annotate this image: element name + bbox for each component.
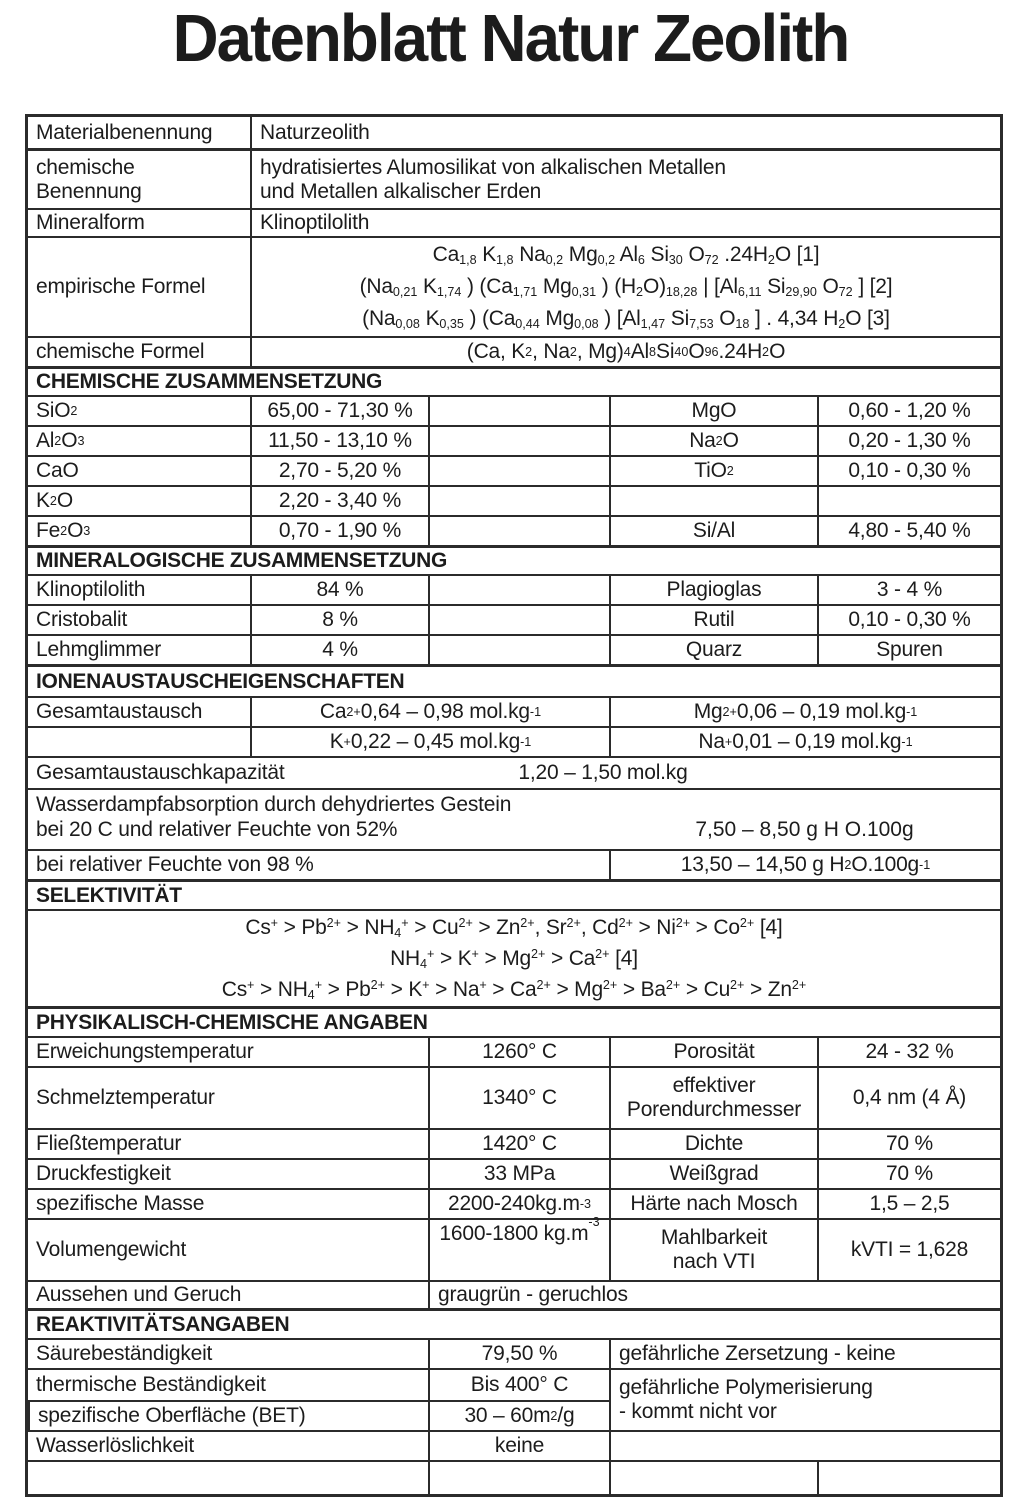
row-vapor-98	[28, 849, 1000, 879]
grindability-label-line2: nach VTI	[672, 1250, 756, 1273]
mineral-label: Plagioglas	[609, 576, 817, 604]
compound-label	[609, 487, 817, 515]
row-al2o3	[28, 425, 1000, 455]
row-selectivity-series	[28, 909, 1000, 1006]
mineral-value: 8 %	[250, 606, 428, 634]
mineral-label: Cristobalit	[36, 608, 128, 631]
row-flow-temp	[28, 1128, 1000, 1158]
compound-label: Si/Al	[609, 517, 817, 545]
row-specific-mass	[28, 1188, 1000, 1218]
section-header-reactivity	[28, 1308, 1000, 1338]
property-value: 1600-1800 kg.m -3	[428, 1220, 609, 1280]
decomposition-note: gefährliche Zersetzung - keine	[609, 1340, 1000, 1368]
compound-label: MgO	[609, 397, 817, 425]
compound-label: SiO 2	[36, 399, 78, 422]
section-header-physical	[28, 1006, 1000, 1036]
acid-resistance-value: 79,50 %	[428, 1340, 609, 1368]
empty-cell	[428, 636, 609, 664]
compound-label: K 2 O	[36, 489, 73, 512]
empty-cell	[28, 1462, 428, 1494]
chemical-formula-label: chemische Formel	[36, 340, 205, 363]
water-solubility-label: Wasserlöslichkeit	[36, 1434, 195, 1457]
empty-cell	[428, 487, 609, 515]
property-value: kVTI = 1,628	[817, 1220, 1000, 1280]
empirical-formula-line1: $Ca_{1,8}$ $K_{1,8}$ $Na_{0,2}$ $Mg_{0,2}$ $Al_6$ $Si_{30}$ $O_{72}$ $.24H_2O$ [1]	[432, 243, 820, 268]
chemical-name-value-line1: hydratisiertes Alumosilikat von alkalischen Metallen	[260, 155, 726, 179]
ca-exchange-value: Ca 2+ 0,64 – 0,98 mol.kg -1	[250, 698, 609, 726]
property-label: Härte nach Mosch	[609, 1190, 817, 1218]
compound-label: TiO 2	[609, 457, 817, 485]
row-softening-temp	[28, 1036, 1000, 1066]
property-value: 1420° C	[428, 1130, 609, 1158]
row-appearance	[28, 1280, 1000, 1308]
chemical-name-value-line2: und Metallen alkalischer Erden	[260, 179, 542, 203]
property-label: Dichte	[609, 1130, 817, 1158]
compound-label: Na 2 O	[609, 427, 817, 455]
row-chemical-name	[28, 148, 1000, 208]
material-value: Naturzeolith	[250, 117, 1000, 148]
na-exchange-value: Na + 0,01 – 0,19 mol.kg -1	[609, 728, 1000, 756]
thermal-stability-value: Bis 400° C	[428, 1370, 609, 1400]
empty-cell	[428, 517, 609, 545]
datasheet-table	[25, 114, 1003, 1497]
grindability-label-line1: Mahlbarkeit	[660, 1226, 768, 1249]
property-label: Fließtemperatur	[36, 1132, 182, 1155]
compound-value	[817, 487, 1000, 515]
mg-exchange-value: Mg 2+ 0,06 – 0,19 mol.kg -1	[609, 698, 1000, 726]
row-cao	[28, 455, 1000, 485]
row-sio2	[28, 395, 1000, 425]
row-chemical-formula	[28, 336, 1000, 366]
row-volume-weight	[28, 1215, 1000, 1280]
mineral-value: 0,10 - 0,30 %	[817, 606, 1000, 634]
material-label: Materialbenennung	[36, 120, 213, 144]
empty-cell	[28, 728, 250, 756]
empirical-formula-label: empirische Formel	[36, 275, 206, 298]
exchange-capacity-value: 1,20 – 1,50 mol.kg	[518, 761, 688, 784]
chemical-name-value	[250, 151, 1000, 208]
property-label: Weißgrad	[609, 1160, 817, 1188]
empty-cell	[818, 758, 1000, 788]
mineral-form-value: Klinoptilolith	[250, 210, 1000, 236]
property-value: 1340° C	[428, 1068, 609, 1128]
property-label	[609, 1068, 817, 1128]
row-acid-resistance	[28, 1338, 1000, 1368]
ion-exchange-header-text: IONENAUSTAUSCHEIGENSCHAFTEN	[36, 669, 405, 693]
empirical-formula-value	[250, 238, 1000, 336]
thermal-stability-label: thermische Beständigkeit	[36, 1373, 266, 1396]
row-k-na-exchange	[28, 726, 1000, 756]
row-klinoptilolith	[28, 574, 1000, 604]
compound-value: 4,80 - 5,40 %	[817, 517, 1000, 545]
row-mineral-form	[28, 208, 1000, 236]
mineral-label: Quarz	[609, 636, 817, 664]
pore-diameter-label-line2: Porendurchmesser	[626, 1098, 802, 1121]
mineral-value: 4 %	[250, 636, 428, 664]
property-label: Porosität	[609, 1038, 817, 1066]
compound-value: 65,00 - 71,30 %	[250, 397, 428, 425]
row-lehmglimmer	[28, 634, 1000, 664]
vapor-absorption-title: Wasserdampfabsorption durch dehydriertes Gestein	[36, 793, 512, 816]
vapor-98-label: bei relativer Feuchte von 98 %	[36, 853, 314, 876]
empty-cell	[428, 1462, 609, 1494]
water-solubility-value: keine	[428, 1432, 609, 1460]
empty-cell	[428, 576, 609, 604]
property-value: 1,5 – 2,5	[817, 1190, 1000, 1218]
vapor-98-value: 13,50 – 14,50 g H 2 O.100g -1	[609, 851, 1000, 879]
mineralogical-header-text: MINERALOGISCHE ZUSAMMENSETZUNG	[36, 549, 448, 572]
selectivity-line2: $NH_4^+ > K^+ > Mg^{2+} > Ca^{2+}$ [4]	[390, 947, 638, 972]
property-value: 70 %	[817, 1160, 1000, 1188]
selectivity-line1: $Cs^+ > Pb^{2+} > NH_4^+ > Cu^{2+} > Zn^{2+}$, $Sr^{2+}$, $Cd^{2+} > Ni^{2+} > Co^{2+}$ [4]	[245, 916, 783, 941]
mineral-label: Lehmglimmer	[36, 638, 161, 661]
selectivity-series	[28, 911, 1000, 1006]
row-melting-temp	[28, 1066, 1000, 1128]
vapor-52-value: 7,50 – 8,50 g H O.100g	[695, 818, 914, 841]
vapor-52-label: bei 20 C und relativer Feuchte von 52%	[36, 818, 398, 841]
section-header-selectivity	[28, 879, 1000, 909]
empty-cell	[428, 606, 609, 634]
property-label: Volumengewicht	[36, 1238, 187, 1261]
vapor-absorption-52	[28, 817, 1000, 843]
compound-label: Al 2 O 3	[36, 429, 85, 452]
compound-value: 0,60 - 1,20 %	[817, 397, 1000, 425]
physical-header-text: PHYSIKALISCH-CHEMISCHE ANGABEN	[36, 1010, 428, 1034]
specific-surface-label: spezifische Oberfläche (BET)	[28, 1400, 428, 1430]
section-header-chemical	[28, 366, 1000, 395]
property-value: 33 MPa	[428, 1160, 609, 1188]
k-exchange-value: K + 0,22 – 0,45 mol.kg -1	[250, 728, 609, 756]
property-label	[609, 1220, 817, 1280]
row-cristobalit	[28, 604, 1000, 634]
row-thermal-and-surface	[28, 1368, 1000, 1430]
empirical-formula-line2: ($Na_{0,21}$ $K_{1,74}$ ) ($Ca_{1,71}$ $Mg_{0,31}$ ) $(H_2O)_{18,28}$ | [$Al_{6,11}$ $Si_{29,90}$ $O_{72}$ ] [2]	[359, 275, 893, 300]
chemical-name-label-line2: Benennung	[36, 179, 142, 203]
pore-diameter-label-line1: effektiver	[672, 1074, 756, 1097]
empty-cell	[609, 1462, 817, 1494]
total-exchange-label: Gesamtaustausch	[36, 700, 203, 723]
row-k2o	[28, 485, 1000, 515]
compound-value: 0,70 - 1,90 %	[250, 517, 428, 545]
compound-value: 2,20 - 3,40 %	[250, 487, 428, 515]
empty-cell	[428, 427, 609, 455]
mineral-value: Spuren	[817, 636, 1000, 664]
reactivity-header-text: REAKTIVITÄTSANGABEN	[36, 1312, 290, 1336]
empty-cell	[428, 457, 609, 485]
property-value: 70 %	[817, 1130, 1000, 1158]
property-value: 1260° C	[428, 1038, 609, 1066]
page-title: Datenblatt Natur Zeolith	[172, 1, 849, 76]
section-header-ion-exchange	[28, 664, 1000, 696]
section-header-mineralogical	[28, 545, 1000, 574]
row-total-exchange	[28, 696, 1000, 726]
mineral-label: Rutil	[609, 606, 817, 634]
row-exchange-capacity	[28, 756, 1000, 788]
row-water-solubility	[28, 1430, 1000, 1460]
property-value: 24 - 32 %	[817, 1038, 1000, 1066]
mineral-form-label: Mineralform	[36, 211, 145, 234]
compound-label: Fe 2 O 3	[36, 519, 91, 542]
row-material	[28, 117, 1000, 148]
chemical-name-label	[28, 151, 250, 208]
chemical-header-text: CHEMISCHE ZUSAMMENSETZUNG	[36, 370, 383, 393]
compound-value: 0,10 - 0,30 %	[817, 457, 1000, 485]
chemical-formula-value: (Ca, K 2 , Na 2 , Mg) 4 Al 8 Si 40 O 96 .24H 2 O	[250, 338, 1000, 366]
empty-cell	[428, 397, 609, 425]
mineral-label: Klinoptilolith	[36, 578, 146, 601]
polymerisation-note	[609, 1370, 1000, 1430]
compound-value: 11,50 - 13,10 %	[250, 427, 428, 455]
property-value: 0,4 nm (4 Å)	[817, 1068, 1000, 1128]
row-fe2o3	[28, 515, 1000, 545]
mineral-value: 84 %	[250, 576, 428, 604]
compound-value: 0,20 - 1,30 %	[817, 427, 1000, 455]
property-label: Schmelztemperatur	[36, 1086, 215, 1109]
row-vapor-absorption	[28, 788, 1000, 849]
empty-cell	[817, 1462, 1000, 1494]
selectivity-header-text: SELEKTIVITÄT	[36, 883, 182, 907]
appearance-value: graugrün - geruchlos	[428, 1282, 1000, 1308]
property-label: Erweichungstemperatur	[36, 1040, 254, 1063]
property-label: Druckfestigkeit	[36, 1162, 171, 1185]
empty-cell	[609, 1432, 1000, 1460]
exchange-capacity-label: Gesamtaustauschkapazität	[36, 761, 285, 784]
compound-value: 2,70 - 5,20 %	[250, 457, 428, 485]
compound-label: CaO	[36, 459, 79, 482]
row-empty-footer	[28, 1460, 1000, 1494]
chemical-name-label-line1: chemische	[36, 155, 135, 179]
polymerisation-note-line1: gefährliche Polymerisierung	[619, 1376, 873, 1399]
empirical-formula-line3: ($Na_{0,08}$ $K_{0,35}$ ) ($Ca_{0,44}$ $Mg_{0,08}$ ) [$Al_{1,47}$ $Si_{7,53}$ $O_{18}$ ] . 4,34 $H_2O$ [3]	[362, 307, 890, 332]
acid-resistance-label: Säurebeständigkeit	[36, 1342, 213, 1365]
mineral-value: 3 - 4 %	[817, 576, 1000, 604]
selectivity-line3: $Cs^+ > NH_4^+ > Pb^{2+} > K^+ > Na^+ > Ca^{2+} > Mg^{2+} > Ba^{2+} > Cu^{2+} > Zn^{2+}$	[221, 978, 807, 1003]
property-label: spezifische Masse	[36, 1192, 205, 1215]
property-value: 2200-240kg.m -3	[428, 1190, 609, 1218]
row-empirical-formula	[28, 236, 1000, 336]
polymerisation-note-line2: - kommt nicht vor	[619, 1400, 777, 1423]
row-compressive-strength	[28, 1158, 1000, 1188]
appearance-label: Aussehen und Geruch	[36, 1283, 242, 1306]
specific-surface-value: 30 – 60m 2 /g	[428, 1400, 609, 1430]
